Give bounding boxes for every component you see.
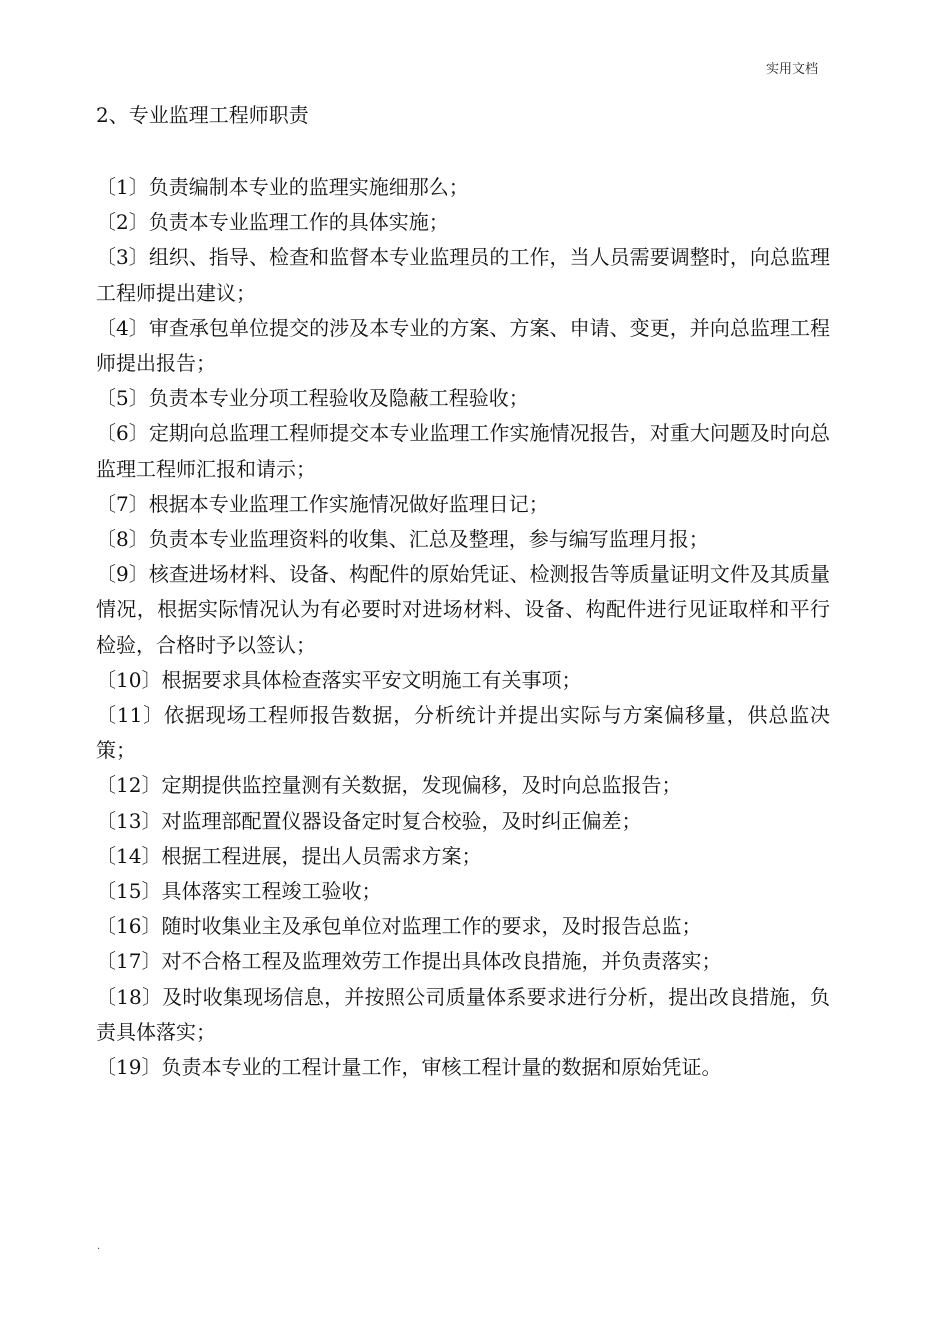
duty-item: 〔17〕对不合格工程及监理效劳工作提出具体改良措施，并负责落实； xyxy=(96,949,722,974)
duty-item: 〔7〕根据本专业监理工作实施情况做好监理日记； xyxy=(96,491,549,516)
duty-item: 〔18〕及时收集现场信息，并按照公司质量体系要求进行分析，提出改良措施，负责具体落实； xyxy=(96,984,830,1044)
duty-item: 〔15〕具体落实工程竣工验收； xyxy=(96,879,382,904)
duty-item: 〔3〕组织、指导、检查和监督本专业监理员的工作，当人员需要调整时，向总监理工程师提出建议； xyxy=(96,245,830,305)
duty-item: 〔4〕审查承包单位提交的涉及本专业的方案、方案、申请、变更，并向总监理工程师提出报告； xyxy=(96,315,830,376)
duty-item: 〔2〕负责本专业监理工作的具体实施； xyxy=(96,210,449,235)
duty-item: 〔5〕负责本专业分项工程验收及隐蔽工程验收； xyxy=(96,386,529,411)
duty-item: 〔16〕随时收集业主及承包单位对监理工作的要求，及时报告总监； xyxy=(96,914,702,939)
duty-item: 〔9〕核查进场材料、设备、构配件的原始凭证、检测报告等质量证明文件及其质量情况，根据实际情况认为有必要时对进场材料、设备、构配件进行见证取样和平行检验，合格时予以签认； xyxy=(96,562,830,657)
duty-item: 〔12〕定期提供监控量测有关数据，发现偏移，及时向总监报告； xyxy=(96,773,682,798)
duty-item: 〔8〕负责本专业监理资料的收集、汇总及整理，参与编写监理月报； xyxy=(96,527,709,552)
duty-item: 〔11〕依据现场工程师报告数据，分析统计并提出实际与方案偏移量，供总监决策； xyxy=(96,703,830,763)
duty-list xyxy=(96,170,830,1085)
footer-mark: . xyxy=(97,1241,101,1252)
duty-item: 〔19〕负责本专业的工程计量工作，审核工程计量的数据和原始凭证。 xyxy=(96,1055,722,1080)
duty-item: 〔1〕负责编制本专业的监理实施细那么； xyxy=(96,175,469,199)
section-title: 2、专业监理工程师职责 xyxy=(96,103,309,127)
duty-item: 〔14〕根据工程进展，提出人员需求方案； xyxy=(96,843,482,868)
duty-item: 〔10〕根据要求具体检查落实平安文明施工有关事项； xyxy=(96,667,582,692)
duty-item: 〔13〕对监理部配置仪器设备定时复合校验，及时纠正偏差； xyxy=(96,808,642,833)
header-note: 实用文档 xyxy=(765,62,818,77)
duty-item: 〔6〕定期向总监理工程师提交本专业监理工作实施情况报告，对重大问题及时向总监理工程师汇报和请示； xyxy=(96,421,830,481)
